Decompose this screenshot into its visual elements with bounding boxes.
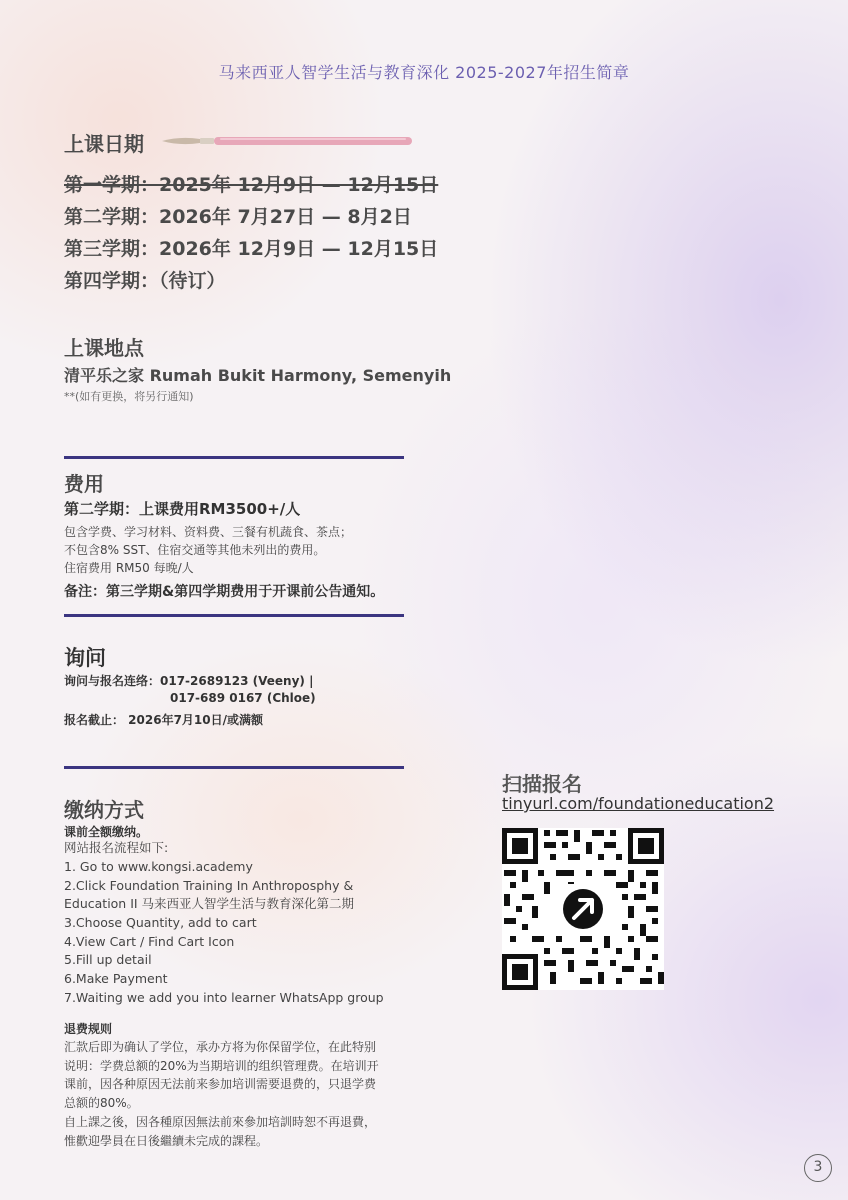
fees-detail-2: 不包含8% SST、住宿交通等其他未列出的费用。 xyxy=(64,543,326,557)
payment-step: 7.Waiting we add you into learner WhatsApp group xyxy=(64,990,384,1005)
registration-link[interactable]: tinyurl.com/foundationeducation2 xyxy=(502,794,775,813)
schedule-term-4: 第四学期：（待订） xyxy=(64,270,226,292)
page-header: 马来西亚人智学生活与教育深化 2025-2027年招生简章 xyxy=(218,63,630,82)
qr-code-icon[interactable] xyxy=(502,828,664,990)
payment-step: Education II 马来西亚人智学生活与教育深化第二期 xyxy=(64,896,355,911)
schedule-term-2: 第二学期：2026年 7月27日 — 8月2日 xyxy=(64,206,412,228)
schedule-term-3: 第三学期：2026年 12月9日 — 12月15日 xyxy=(64,238,439,260)
payment-heading: 缴纳方式 xyxy=(64,798,144,822)
fees-semester-2: 第二学期：上课费用RM3500+/人 xyxy=(64,500,301,518)
schedule-heading: 上课日期 xyxy=(64,132,144,156)
fees-remark: 备注：第三学期&第四学期费用于开课前公告通知。 xyxy=(64,584,385,600)
payment-step: 3.Choose Quantity, add to cart xyxy=(64,915,257,930)
fees-detail-3: 住宿费用 RM50 每晚/人 xyxy=(64,561,194,575)
refund-heading: 退费规则 xyxy=(64,1022,113,1036)
payment-step: 1. Go to www.kongsi.academy xyxy=(64,859,253,874)
payment-intro: 网站报名流程如下: xyxy=(64,840,169,855)
payment-step: 2.Click Foundation Training In Anthroposphy & xyxy=(64,878,354,893)
contact-line-2: 017-689 0167 (Chloe) xyxy=(170,691,316,705)
inquiry-heading: 询问 xyxy=(64,646,106,670)
contact-line-1: 询问与报名连络：017-2689123 (Veeny) | xyxy=(64,674,314,688)
divider xyxy=(64,614,404,617)
payment-step: 6.Make Payment xyxy=(64,971,168,986)
refund-paragraph-2: 自上課之後，因各種原因無法前來參加培訓時恕不再退費，惟歡迎學員在日後繼續未完成的課程。 xyxy=(64,1115,377,1148)
fees-detail-1: 包含学费、学习材料、资料费、三餐有机蔬食、茶点； xyxy=(64,525,353,539)
payment-step: 5.Fill up detail xyxy=(64,952,152,967)
scan-heading: 扫描报名 xyxy=(502,772,582,796)
venue-note: **(如有更换，将另行通知) xyxy=(64,390,194,403)
divider xyxy=(64,766,404,769)
registration-deadline: 报名截止： 2026年7月10日/或满额 xyxy=(64,713,264,727)
refund-paragraph-1: 汇款后即为确认了学位，承办方将为你保留学位，在此特别说明：学费总额的20%为当期培训的组织管理费。在培训开课前，因各种原因无法前来参加培训需要退费的，只退学费总额的80%。 xyxy=(64,1040,379,1110)
divider xyxy=(64,456,404,459)
venue-heading: 上课地点 xyxy=(64,336,144,360)
page-number: 3 xyxy=(804,1154,832,1182)
venue-place: 清平乐之家 Rumah Bukit Harmony, Semenyih xyxy=(64,366,452,385)
schedule-term-1: 第一学期：2025年 12月9日 — 12月15日 xyxy=(64,174,439,196)
payment-step: 4.View Cart / Find Cart Icon xyxy=(64,934,235,949)
fees-heading: 费用 xyxy=(64,472,104,496)
payment-full: 课前全额缴纳。 xyxy=(64,825,149,839)
paintbrush-icon xyxy=(160,130,416,152)
